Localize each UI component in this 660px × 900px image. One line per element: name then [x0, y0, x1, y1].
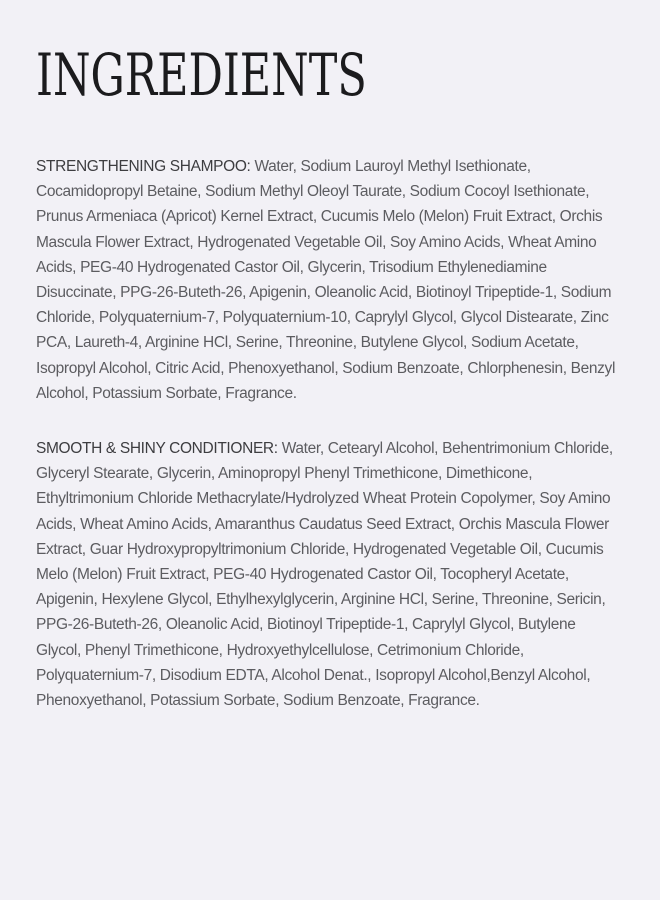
shampoo-ingredient-list: Water, Sodium Lauroyl Methyl Isethionate, Cocamidopropyl Betaine, Sodium Methyl Oleoyl Taurate, Sodium Cocoyl Isethionate, Prunus Armeniaca (Apricot) Kernel Extract, Cucumis Melo (Melon) Fruit Extract, Orchis Mascula Flower Extract, Hydrogenated Vegetable Oil, Soy Amino Acids, Wheat Amino Acids, PEG-40 Hydrogenated Castor Oil, Glycerin, Trisodium Ethylenediamine Disuccinate, PPG-26-Buteth-26, Apigenin, Oleanolic Acid, Biotinoyl Tripeptide-1, Sodium Chloride, Polyquaternium-7, Polyquaternium-10, Caprylyl Glycol, Glycol Distearate, Zinc PCA, Laureth-4, Arginine HCl, Serine, Threonine, Butylene Glycol, Sodium Acetate, Isopropyl Alcohol, Citric Acid, Phenoxyethanol, Sodium Benzoate, Chlorphenesin, Benzyl Alcohol, Potassium Sorbate, Fragrance. [36, 158, 616, 402]
shampoo-heading: STRENGTHENING SHAMPOO: [36, 158, 251, 175]
conditioner-ingredients [36, 436, 624, 713]
conditioner-ingredient-list: Water, Cetearyl Alcohol, Behentrimonium Chloride, Glyceryl Stearate, Glycerin, Aminopropyl Phenyl Trimethicone, Dimethicone, Ethyltrimonium Chloride Methacrylate/Hydrolyzed Wheat Protein Copolymer, Soy Amino Acids, Wheat Amino Acids, Amaranthus Caudatus Seed Extract, Orchis Mascula Flower Extract, Guar Hydroxypropyltrimonium Chloride, Hydrogenated Vegetable Oil, Cucumis Melo (Melon) Fruit Extract, PEG-40 Hydrogenated Castor Oil, Tocopheryl Acetate, Apigenin, Hexylene Glycol, Ethylhexylglycerin, Arginine HCl, Serine, Threonine, Sericin, PPG-26-Buteth-26, Oleanolic Acid, Biotinoyl Tripeptide-1, Caprylyl Glycol, Butylene Glycol, Phenyl Trimethicone, Hydroxyethylcellulose, Cetrimonium Chloride, Polyquaternium-7, Disodium EDTA, Alcohol Denat., Isopropyl Alcohol,Benzyl Alcohol, Phenoxyethanol, Potassium Sorbate, Sodium Benzoate, Fragrance. [36, 440, 613, 710]
page-title: INGREDIENTS [36, 41, 367, 109]
conditioner-heading: SMOOTH & SHINY CONDITIONER: [36, 440, 278, 457]
shampoo-ingredients [36, 154, 624, 406]
